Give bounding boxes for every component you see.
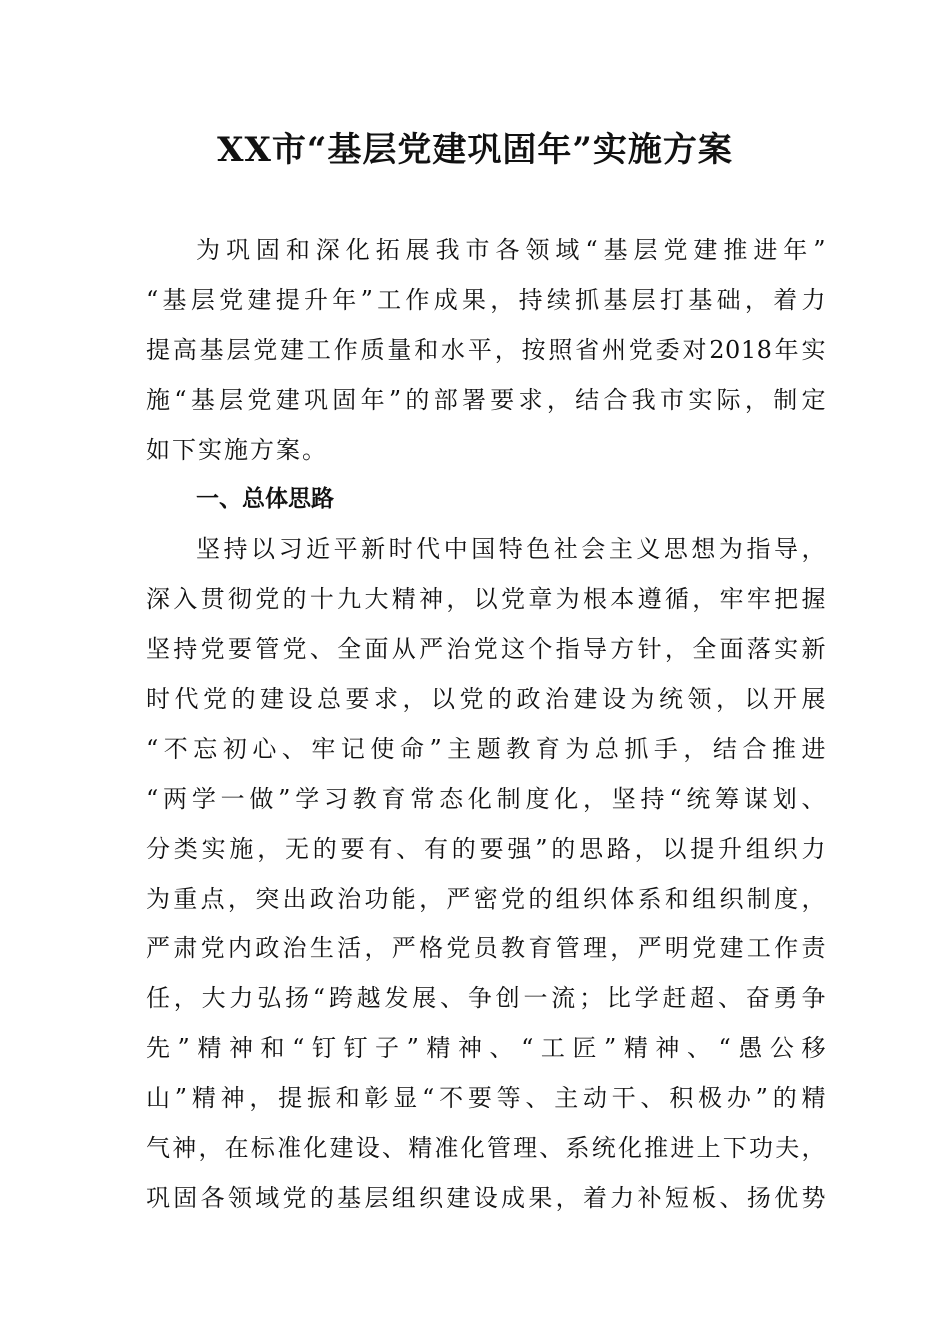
text-line: 气神，在标准化建设、精准化管理、系统化推进上下功夫， (146, 1134, 826, 1163)
text-line: 坚持以习近平新时代中国特色社会主义思想为指导， (196, 535, 826, 564)
document-title: XX市“基层党建巩固年”实施方案 (217, 130, 733, 170)
section-paragraph (146, 525, 826, 1223)
text-line: “基层党建提升年”工作成果，持续抓基层打基础，着力 (146, 285, 826, 314)
text-line: 严肃党内政治生活，严格党员教育管理，严明党建工作责 (146, 934, 826, 963)
text-line: 如下实施方案。 (146, 435, 328, 464)
intro-paragraph (146, 226, 826, 475)
section-heading: 一、总体思路 (196, 486, 334, 513)
text-line: 提高基层党建工作质量和水平，按照省州党委对2018年实 (146, 335, 826, 364)
text-line: 分类实施，无的要有、有的要强”的思路，以提升组织力 (146, 834, 826, 863)
text-line: 坚持党要管党、全面从严治党这个指导方针，全面落实新 (146, 635, 826, 664)
document-body (146, 226, 826, 1224)
text-line: 深入贯彻党的十九大精神，以党章为根本遵循，牢牢把握 (146, 585, 826, 614)
text-line: 巩固各领域党的基层组织建设成果，着力补短板、扬优势 (146, 1183, 826, 1212)
text-line: 先”精神和“钉钉子”精神、“工匠”精神、“愚公移 (146, 1034, 826, 1063)
text-line: 施“基层党建巩固年”的部署要求，结合我市实际，制定 (146, 385, 826, 414)
text-line: 时代党的建设总要求，以党的政治建设为统领，以开展 (146, 685, 826, 714)
text-line: 为重点，突出政治功能，严密党的组织体系和组织制度， (146, 884, 826, 913)
text-line: “两学一做”学习教育常态化制度化，坚持“统筹谋划、 (146, 784, 826, 813)
text-line: 任，大力弘扬“跨越发展、争创一流；比学赶超、奋勇争 (146, 984, 826, 1013)
text-line: 山”精神，提振和彰显“不要等、主动干、积极办”的精 (146, 1084, 826, 1113)
text-line: 为巩固和深化拓展我市各领域“基层党建推进年” (196, 236, 826, 264)
text-line: “不忘初心、牢记使命”主题教育为总抓手，结合推进 (146, 734, 826, 763)
